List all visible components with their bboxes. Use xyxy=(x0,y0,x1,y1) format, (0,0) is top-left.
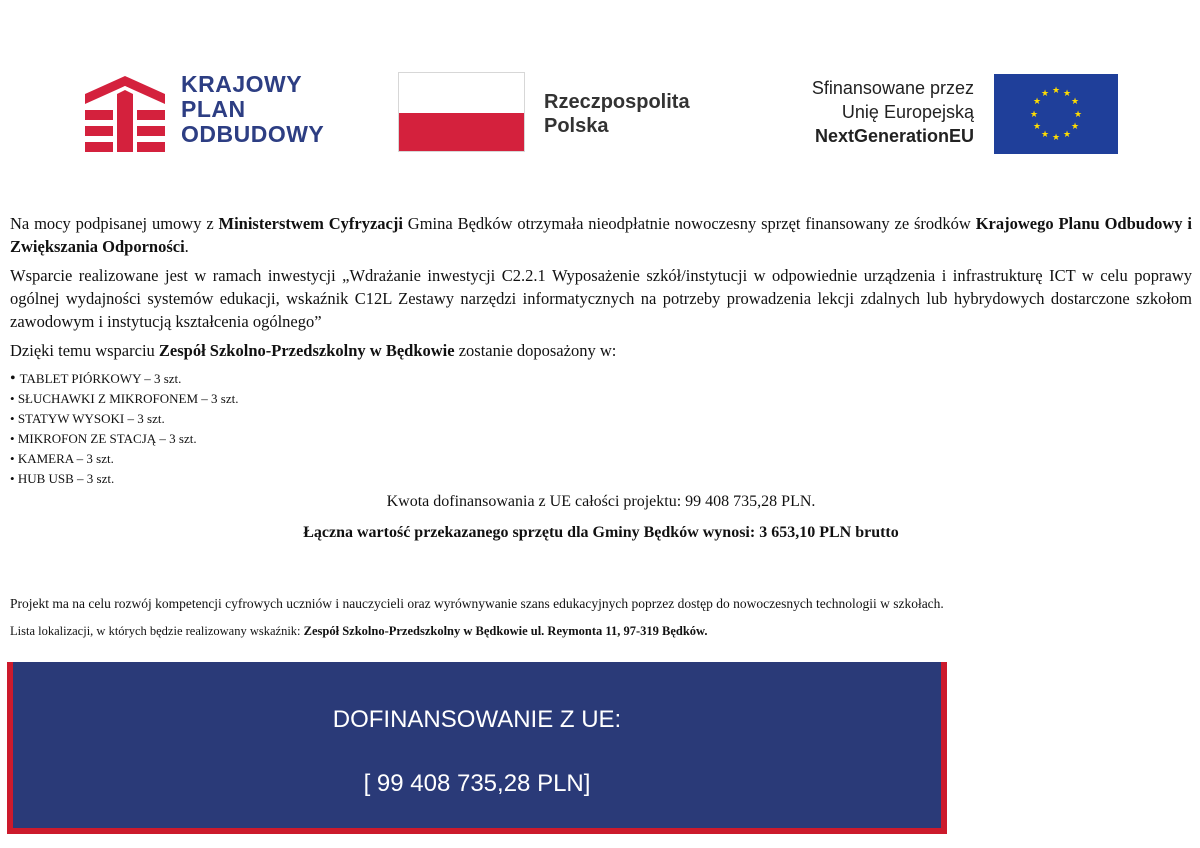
eu-line: NextGenerationEU xyxy=(814,126,974,146)
program-name: Krajowego Planu Odbudowy i Zwiększania Odporności xyxy=(10,214,1192,256)
list-item: • STATYW WYSOKI – 3 szt. xyxy=(10,409,1192,429)
text-span: Dzięki temu wsparciu xyxy=(10,341,159,360)
logo-bar xyxy=(0,60,1200,170)
project-goal: Projekt ma na celu rozwój kompetencji cyfrowych uczniów i nauczycieli oraz wyrównywanie szans edukacyjnych poprzez dostęp do nowoczesnych technologii w szkołach. xyxy=(10,596,944,611)
text-span: Na mocy podpisanej umowy z xyxy=(10,214,219,233)
svg-text:★: ★ xyxy=(1032,122,1042,132)
svg-text:★: ★ xyxy=(1062,89,1072,99)
kpo-mark-icon xyxy=(85,72,165,154)
kpo-line: PLAN xyxy=(181,96,246,122)
total-value-line: Łączna wartość przekazanego sprzętu dla Gminy Będków wynosi: 3 653,10 PLN brutto xyxy=(303,524,899,541)
text-span: Lista lokalizacji, w których będzie realizowany wskaźnik: xyxy=(10,624,304,638)
eu-line: Unię Europejską xyxy=(841,102,974,122)
rp-line: Polska xyxy=(544,115,609,137)
text-span: zostanie doposażony w: xyxy=(454,341,617,360)
banner-title: DOFINANSOWANIE Z UE: xyxy=(332,706,622,733)
locations-line xyxy=(10,622,708,640)
list-item: • TABLET PIÓRKOWY – 3 szt. xyxy=(10,369,1192,389)
school-name: Zespół Szkolno-Przedszkolny w Będkowie xyxy=(158,341,455,360)
location-address: Zespół Szkolno-Przedszkolny w Będkowie ul. Reymonta 11, 97-319 Będków. xyxy=(303,624,708,638)
eu-line: Sfinansowane przez xyxy=(811,78,974,98)
kpo-logo xyxy=(85,72,355,154)
ministry-name: Ministerstwem Cyfryzacji xyxy=(218,214,403,233)
beneficiary-paragraph xyxy=(10,339,1192,362)
banner-amount: [ 99 408 735,28 PLN] xyxy=(363,770,591,797)
kpo-line: ODBUDOWY xyxy=(181,121,325,147)
eu-flag-icon xyxy=(994,74,1118,154)
text-span: . xyxy=(184,237,189,256)
svg-text:★: ★ xyxy=(1032,97,1042,107)
kpo-wordmark xyxy=(181,72,324,147)
funding-banner-panel xyxy=(13,662,941,828)
funding-banner xyxy=(7,662,947,834)
list-item: • SŁUCHAWKI Z MIKROFONEM – 3 szt. xyxy=(10,389,1192,409)
document-body xyxy=(10,212,1192,544)
svg-text:★: ★ xyxy=(1062,130,1072,140)
rp-line: Rzeczpospolita xyxy=(544,91,690,113)
svg-text:★: ★ xyxy=(1051,86,1061,96)
eu-stars-icon xyxy=(994,74,1118,154)
svg-text:★: ★ xyxy=(1073,110,1083,120)
equipment-list xyxy=(10,369,1192,489)
list-item: • HUB USB – 3 szt. xyxy=(10,469,1192,489)
svg-text:★: ★ xyxy=(1029,110,1039,120)
svg-text:★: ★ xyxy=(1040,89,1050,99)
list-item: • KAMERA – 3 szt. xyxy=(10,449,1192,469)
eu-wordmark xyxy=(812,76,974,148)
svg-text:★: ★ xyxy=(1051,133,1061,143)
intro-paragraph xyxy=(10,212,1192,258)
rp-logo xyxy=(398,72,728,154)
list-item: • MIKROFON ZE STACJĄ – 3 szt. xyxy=(10,429,1192,449)
kpo-line: KRAJOWY xyxy=(181,71,303,97)
rp-wordmark xyxy=(544,90,690,138)
svg-text:★: ★ xyxy=(1040,130,1050,140)
investment-paragraph: Wsparcie realizowane jest w ramach inwestycji „Wdrażanie inwestycji C2.2.1 Wyposażenie szkół/instytucji w odpowiednie urządzenia i infrastrukturę ICT w celu poprawy ogólnej wydajności systemów edukacji, wskaźnik C12L Zestawy narzędzi informatycznych na potrzeby prowadzenia lekcji zdalnych lub hybrydowych dostarczone szkołom zawodowym i instytucją kształcenia ogólnego” xyxy=(10,266,1192,331)
svg-text:★: ★ xyxy=(1070,122,1080,132)
svg-text:★: ★ xyxy=(1070,97,1080,107)
eu-logo xyxy=(760,72,1140,154)
eu-amount-line: Kwota dofinansowania z UE całości projektu: 99 408 735,28 PLN. xyxy=(386,493,816,510)
polish-flag-icon xyxy=(398,72,525,152)
text-span: Gmina Będków otrzymała nieodpłatnie nowoczesny sprzęt finansowany ze środków xyxy=(402,214,976,233)
